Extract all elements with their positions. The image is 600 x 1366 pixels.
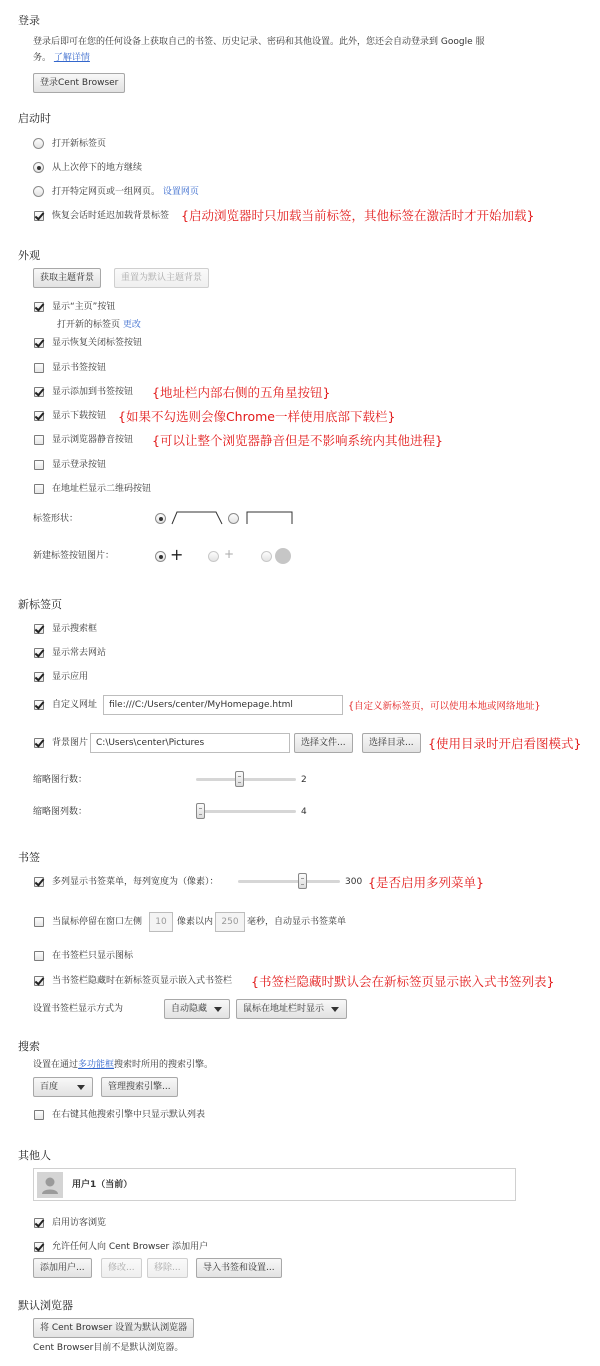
choose-directory-button[interactable]: 选择目录...	[362, 733, 421, 753]
hover-menu-checkbox[interactable]	[34, 917, 44, 927]
show-search-checkbox[interactable]	[34, 624, 44, 634]
add-user-button[interactable]: 添加用户...	[33, 1258, 92, 1278]
mute-annotation: {可以让整个浏览器静音但是不影响系统内其他进程}	[152, 433, 443, 448]
guest-browsing-checkbox[interactable]	[34, 1218, 44, 1228]
lazy-load-checkbox[interactable]	[34, 211, 44, 221]
edit-user-button[interactable]: 修改...	[101, 1258, 142, 1278]
background-checkbox[interactable]	[34, 738, 44, 748]
show-frequent-label: 显示常去网站	[52, 648, 107, 658]
startup-radio-continue[interactable]	[33, 162, 44, 173]
show-restore-tab-checkbox[interactable]	[34, 338, 44, 348]
thumbnail-rows-label: 缩略图行数：	[33, 775, 88, 785]
signin-description-cont: 务。 了解详情	[33, 53, 90, 63]
thumbnail-cols-slider[interactable]	[196, 803, 205, 819]
new-tab-button-label: 新建标签按钮图片：	[33, 551, 115, 561]
signin-description: 登录后即可在您的任何设备上获取自己的书签、历史记录、密码和其他设置。此外，您还会自动登录到 Google 服	[33, 37, 485, 47]
tab-shape-radio-square[interactable]	[228, 513, 239, 524]
download-annotation: {如果不勾选则会像Chrome一样使用底部下载栏}	[118, 409, 396, 424]
new-tab-style-radio-small[interactable]	[208, 551, 219, 562]
background-label: 背景图片	[52, 738, 89, 748]
display-trigger-select[interactable]: 鼠标在地址栏时显示	[236, 999, 347, 1019]
add-bookmark-annotation: {地址栏内部右侧的五角星按钮}	[152, 385, 331, 400]
thumbnail-rows-value: 2	[301, 775, 307, 785]
startup-option-new-tab: 打开新标签页	[52, 139, 107, 149]
show-search-label: 显示搜索框	[52, 624, 98, 634]
signin-heading: 登录	[18, 14, 40, 27]
newtab-heading: 新标签页	[18, 598, 62, 611]
default-only-checkbox[interactable]	[34, 1110, 44, 1120]
set-pages-link[interactable]: 设置网页	[162, 187, 199, 197]
current-user-name: 用户1（当前）	[72, 1180, 133, 1190]
custom-url-checkbox[interactable]	[34, 700, 44, 710]
show-restore-tab-label: 显示恢复关闭标签按钮	[52, 338, 143, 348]
multi-column-value: 300	[345, 877, 363, 887]
people-heading: 其他人	[18, 1149, 51, 1162]
show-login-label: 显示登录按钮	[52, 460, 107, 470]
default-browser-status: Cent Browser目前不是默认浏览器。	[33, 1343, 184, 1353]
multi-column-track	[238, 880, 340, 883]
startup-radio-new-tab[interactable]	[33, 138, 44, 149]
custom-url-input[interactable]: file:///C:/Users/center/MyHomepage.html	[103, 695, 343, 715]
display-mode-select[interactable]: 自动隐藏	[164, 999, 230, 1019]
startup-radio-specific-pages[interactable]	[33, 186, 44, 197]
multi-column-label: 多列显示书签菜单，每列宽度为（像素）：	[52, 877, 219, 887]
tab-shape-label: 标签形状：	[33, 514, 79, 524]
embedded-bookmarks-checkbox[interactable]	[34, 976, 44, 986]
allow-add-user-checkbox[interactable]	[34, 1242, 44, 1252]
search-engine-select[interactable]: 百度	[33, 1077, 93, 1097]
signin-button[interactable]: 登录Cent Browser	[33, 73, 125, 93]
thumbnail-cols-label: 缩略图列数：	[33, 807, 88, 817]
show-login-checkbox[interactable]	[34, 460, 44, 470]
default-only-label: 在右键其他搜索引擎中只显示默认列表	[52, 1110, 206, 1120]
thumbnail-cols-value: 4	[301, 807, 307, 817]
embedded-bookmarks-label: 当书签栏隐藏时在新标签页显示嵌入式书签栏	[52, 976, 233, 986]
get-themes-button[interactable]: 获取主题背景	[33, 268, 101, 288]
new-tab-small-plus-icon: +	[224, 547, 235, 561]
show-apps-checkbox[interactable]	[34, 672, 44, 682]
show-download-label: 显示下载按钮	[52, 411, 107, 421]
hover-menu-prefix: 当鼠标停留在窗口左侧	[52, 917, 143, 927]
display-mode-label: 设置书签栏显示方式为	[33, 1004, 124, 1014]
custom-url-label: 自定义网址	[52, 700, 98, 710]
omnibox-link[interactable]: 多功能框	[78, 1060, 115, 1070]
show-download-checkbox[interactable]	[34, 411, 44, 421]
tab-shape-radio-slanted[interactable]	[155, 513, 166, 524]
new-tab-style-radio-circle[interactable]	[261, 551, 272, 562]
startup-option-specific-pages: 打开特定网页或一组网页。 设置网页	[52, 187, 199, 197]
show-apps-label: 显示应用	[52, 672, 89, 682]
learn-more-link[interactable]: 了解详情	[53, 53, 90, 63]
tab-shape-square-icon	[246, 511, 294, 525]
startup-option-continue: 从上次停下的地方继续	[52, 163, 143, 173]
new-tab-style-radio-plus[interactable]	[155, 551, 166, 562]
show-bookmarks-button-label: 显示书签按钮	[52, 363, 107, 373]
import-bookmarks-button[interactable]: 导入书签和设置...	[196, 1258, 282, 1278]
show-home-label: 显示“主页”按钮	[52, 302, 116, 312]
show-qr-label: 在地址栏显示二维码按钮	[52, 484, 152, 494]
lazy-load-label: 恢复会话时延迟加载背景标签	[52, 211, 170, 221]
show-bookmarks-button-checkbox[interactable]	[34, 363, 44, 373]
thumbnail-rows-track	[196, 778, 296, 781]
set-default-browser-button[interactable]: 将 Cent Browser 设置为默认浏览器	[33, 1318, 194, 1338]
search-heading: 搜索	[18, 1040, 40, 1053]
startup-heading: 启动时	[18, 112, 51, 125]
allow-add-user-label: 允许任何人向 Cent Browser 添加用户	[52, 1242, 209, 1252]
show-add-bookmark-checkbox[interactable]	[34, 387, 44, 397]
new-tab-circle-icon	[275, 548, 291, 564]
show-mute-checkbox[interactable]	[34, 435, 44, 445]
hover-ms-input[interactable]: 250	[215, 912, 245, 932]
hover-menu-suffix: 毫秒，自动显示书签菜单	[247, 917, 347, 927]
avatar	[37, 1172, 63, 1198]
reset-theme-button[interactable]: 重置为默认主题背景	[114, 268, 209, 288]
change-home-link[interactable]: 更改	[122, 320, 141, 330]
hover-menu-mid: 像素以内	[177, 917, 214, 927]
bookmarks-heading: 书签	[18, 851, 40, 864]
embedded-bookmarks-annotation: {书签栏隐藏时默认会在新标签页显示嵌入式书签列表}	[251, 974, 555, 989]
tab-shape-slanted-icon	[171, 511, 223, 525]
show-mute-label: 显示浏览器静音按钮	[52, 435, 134, 445]
multi-column-checkbox[interactable]	[34, 877, 44, 887]
show-add-bookmark-label: 显示添加到书签按钮	[52, 387, 134, 397]
new-tab-plus-icon: +	[170, 545, 184, 564]
choose-file-button[interactable]: 选择文件...	[294, 733, 353, 753]
hover-pixels-input[interactable]: 10	[149, 912, 173, 932]
show-frequent-checkbox[interactable]	[34, 648, 44, 658]
lazy-load-annotation: {启动浏览器时只加载当前标签，其他标签在激活时才开始加载}	[181, 208, 535, 223]
icons-only-checkbox[interactable]	[34, 951, 44, 961]
show-home-checkbox[interactable]	[34, 302, 44, 312]
appearance-heading: 外观	[18, 249, 40, 262]
icons-only-label: 在书签栏只显示图标	[52, 951, 134, 961]
manage-search-engines-button[interactable]: 管理搜索引擎...	[101, 1077, 178, 1097]
search-description: 设置在通过多功能框搜索时所用的搜索引擎。	[33, 1060, 214, 1070]
thumbnail-cols-track	[196, 810, 296, 813]
background-path-input[interactable]: C:\Users\center\Pictures	[90, 733, 290, 753]
show-qr-checkbox[interactable]	[34, 484, 44, 494]
user-icon	[37, 1172, 63, 1198]
background-annotation: {使用目录时开启看图模式}	[428, 736, 582, 751]
custom-url-annotation: {自定义新标签页，可以使用本地或网络地址}	[348, 701, 541, 712]
multi-column-slider[interactable]	[298, 873, 307, 889]
multi-column-annotation: {是否启用多列菜单}	[368, 875, 484, 890]
guest-browsing-label: 启用访客浏览	[52, 1218, 107, 1228]
thumbnail-rows-slider[interactable]	[235, 771, 244, 787]
remove-user-button[interactable]: 移除...	[147, 1258, 188, 1278]
default-browser-heading: 默认浏览器	[18, 1299, 73, 1312]
home-page-setting: 打开新的标签页 更改	[57, 320, 141, 330]
